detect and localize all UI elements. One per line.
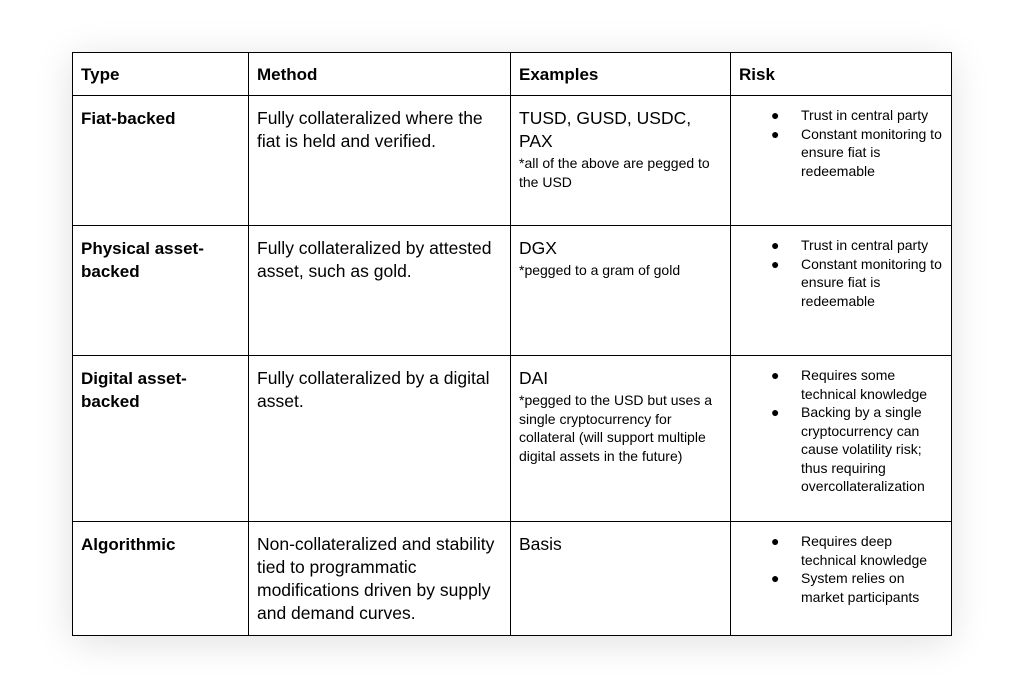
header-risk: Risk (731, 53, 952, 96)
risk-text: Requires some technical knowledge (801, 367, 928, 402)
table-row (73, 96, 952, 226)
type-cell: Physical asset-backed (73, 226, 249, 356)
examples-text: TUSD, GUSD, USDC, PAX (519, 108, 692, 151)
risk-item (731, 366, 945, 403)
examples-note: *pegged to the USD but uses a single cryptocurrency for collateral (will support multiple digital assets in the future) (519, 392, 713, 464)
header-method: Method (249, 53, 511, 96)
risk-item (731, 125, 945, 181)
risk-item (731, 532, 945, 569)
type-cell: Fiat-backed (73, 96, 249, 226)
type-cell: Algorithmic (73, 522, 249, 636)
stablecoin-types-table (72, 52, 952, 636)
risk-item (731, 236, 945, 255)
risk-item (731, 106, 945, 125)
table-row (73, 356, 952, 522)
header-type: Type (73, 53, 249, 96)
examples-note: *all of the above are pegged to the USD (519, 155, 710, 190)
examples-text: DAI (519, 368, 549, 388)
method-cell: Fully collateralized by attested asset, such as gold. (249, 226, 511, 356)
table-row (73, 522, 952, 636)
risk-item (731, 569, 945, 606)
header-examples: Examples (511, 53, 731, 96)
examples-cell (511, 96, 731, 226)
bullet-icon: ● (771, 107, 780, 123)
table-row (73, 226, 952, 356)
bullet-icon: ● (771, 404, 780, 420)
bullet-icon: ● (771, 367, 780, 383)
risk-list (731, 106, 945, 180)
bullet-icon: ● (771, 255, 780, 272)
risk-item (731, 403, 945, 496)
risk-text: Backing by a single cryptocurrency can cause volatility risk; thus requiring overcollateralization (801, 404, 925, 494)
bullet-icon: ● (771, 570, 780, 586)
risk-cell (731, 96, 952, 226)
examples-cell (511, 522, 731, 636)
risk-cell (731, 226, 952, 356)
method-cell: Fully collateralized by a digital asset. (249, 356, 511, 522)
risk-text: Constant monitoring to ensure fiat is redeemable (801, 125, 942, 179)
examples-cell (511, 226, 731, 356)
risk-text: Constant monitoring to ensure fiat is redeemable (801, 255, 942, 309)
examples-note: *pegged to a gram of gold (519, 262, 681, 278)
method-cell: Fully collateralized where the fiat is held and verified. (249, 96, 511, 226)
risk-text: Trust in central party (801, 107, 929, 123)
risk-text: System relies on market participants (801, 570, 920, 605)
examples-text: DGX (519, 238, 557, 258)
method-cell: Non-collateralized and stability tied to programmatic modifications driven by supply and demand curves. (249, 522, 511, 636)
examples-text: Basis (519, 534, 562, 554)
type-cell: Digital asset-backed (73, 356, 249, 522)
risk-cell (731, 356, 952, 522)
risk-cell (731, 522, 952, 636)
risk-text: Requires deep technical knowledge (801, 533, 928, 568)
risk-item (731, 255, 945, 311)
table-header-row (73, 53, 952, 96)
stablecoin-table-card (72, 52, 951, 635)
risk-list (731, 236, 945, 310)
bullet-icon: ● (771, 125, 780, 142)
bullet-icon: ● (771, 237, 780, 253)
risk-list (731, 532, 945, 606)
bullet-icon: ● (771, 533, 780, 549)
risk-text: Trust in central party (801, 237, 929, 253)
examples-cell (511, 356, 731, 522)
risk-list (731, 366, 945, 496)
